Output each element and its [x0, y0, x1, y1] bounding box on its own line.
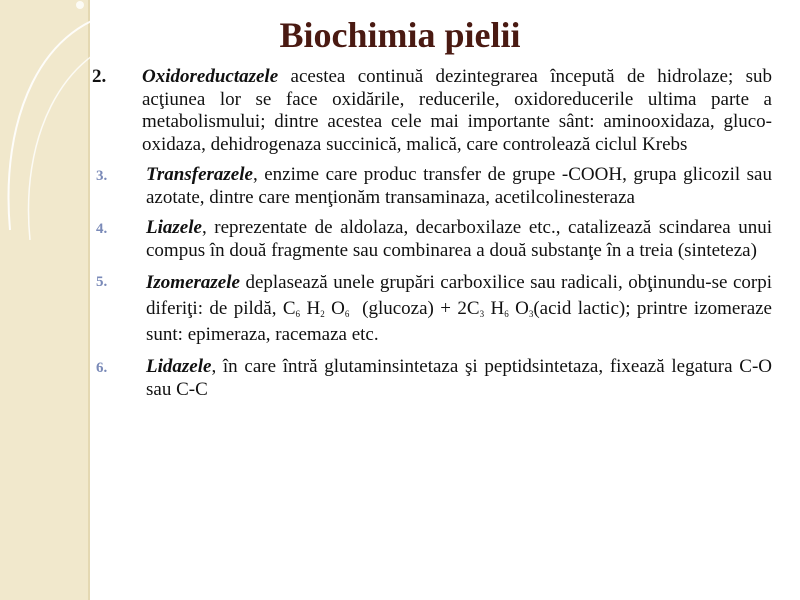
list-item-oxidoreductazele: [92, 66, 772, 156]
subscript: 6: [295, 309, 301, 319]
item-text: [146, 217, 772, 262]
subscript: 6: [504, 309, 509, 319]
subscript: 3: [479, 309, 485, 319]
item-number: 6.: [96, 360, 108, 376]
item-text: [146, 270, 772, 348]
slide-title: Biochimia pielii: [279, 15, 521, 55]
item-body: , reprezentate de aldolaza, decarboxilaze etc., catalizează scindarea unui compus în două fragmente sau combinarea a două substanţe în a treia (sinteteza): [146, 217, 772, 261]
item-term: Liazele: [146, 217, 202, 238]
item-body: deplasează unele grupări carboxilice sau radicali, obţinundu-se corpi diferiţi: de pildă, C: [146, 272, 772, 319]
item-body: , în care întră glutaminsintetaza şi peptidsintetaza, fixează legatura C-O sau C-C: [146, 356, 772, 400]
formula-part: (glucoza) + 2C: [349, 298, 480, 319]
subscript: 6: [344, 309, 350, 319]
item-number: 3.: [96, 168, 108, 184]
subscript: 2: [320, 309, 325, 319]
item-number: 5.: [96, 274, 108, 290]
item-term: Lidazele: [146, 356, 212, 377]
list-item-transferazele: [92, 164, 772, 209]
content-list: [92, 66, 772, 409]
formula-part: H: [300, 298, 321, 319]
formula-part: H: [484, 298, 505, 319]
list-item-izomerazele: [92, 270, 772, 348]
subscript: 3: [528, 309, 534, 319]
formula-part: O: [508, 298, 529, 319]
item-text: [142, 66, 772, 156]
formula-part: O: [324, 298, 345, 319]
item-text: [146, 164, 772, 209]
item-term: Izomerazele: [146, 272, 240, 293]
item-text: [146, 356, 772, 401]
item-number: 2.: [92, 66, 107, 87]
item-body: acestea continuă dezintegrarea începută de hidrolaze; sub acţiunea lor se face oxidările, reducerile, oxidoreducerile ultima parte a metabolismului; dintre acestea cele mai importante sânt: aminooxidaza, gluco-oxidaza, dehidrogenaza succinică, malică, care controlează ciclul Krebs: [142, 66, 772, 155]
list-item-liazele: [92, 217, 772, 262]
list-item-lidazele: [92, 356, 772, 401]
item-term: Oxidoreductazele: [142, 66, 279, 87]
item-number: 4.: [96, 221, 108, 237]
item-body: , enzime care produc transfer de grupe -COOH, grupa glicozil sau azotate, dintre care menţionăm transaminaza, acetilcolinesteraza: [146, 164, 772, 208]
item-term: Transferazele: [146, 164, 253, 185]
item-body-end: (acid lactic); printre izomeraze sunt: epimeraza, racemaza etc.: [146, 298, 772, 345]
